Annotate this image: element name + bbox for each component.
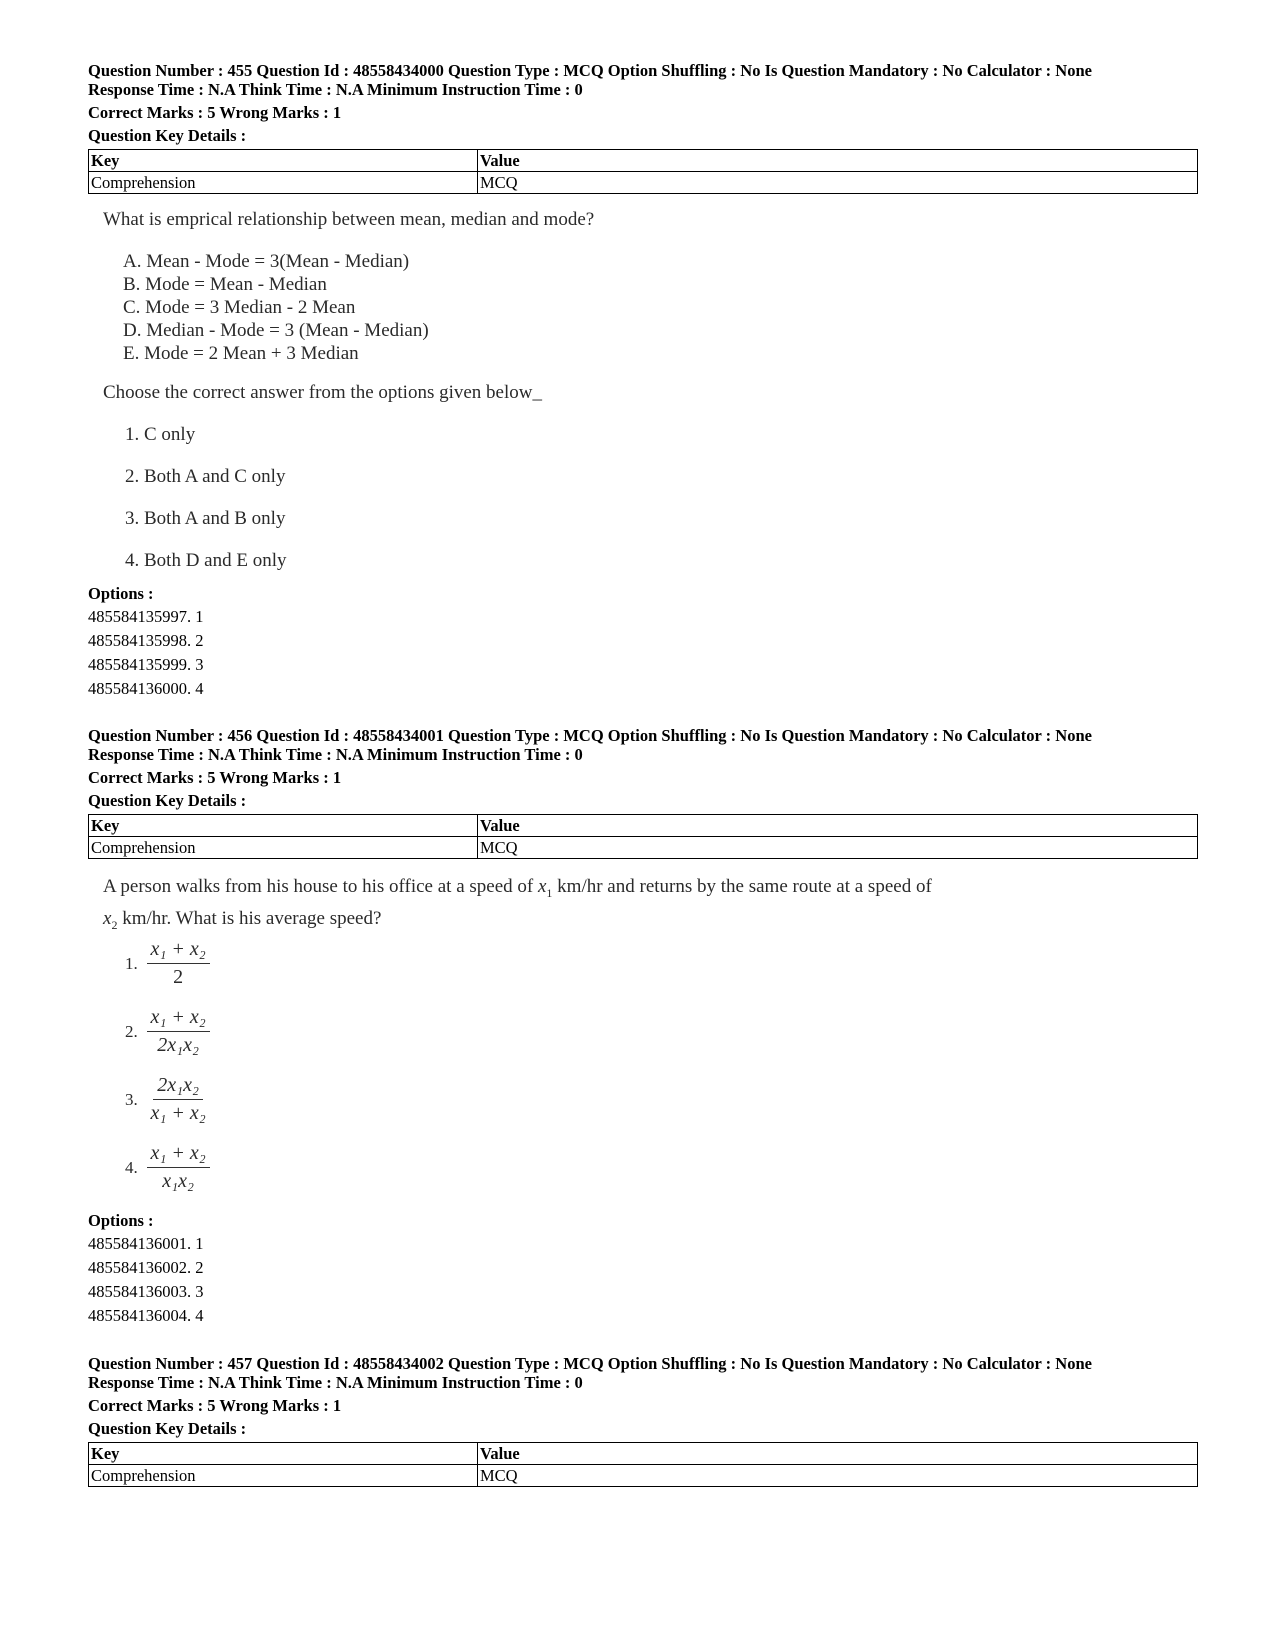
question-text-part: A person walks from his house to his office at a speed of	[103, 876, 534, 897]
question-meta-line: Question Number : 456 Question Id : 48558434001 Question Type : MCQ Option Shuffling : No Is Question Mandatory : No Calculator : None	[88, 726, 1092, 745]
choice-2	[125, 1006, 210, 1057]
choice-number: 4.	[125, 1157, 138, 1177]
question-text-line-1	[103, 874, 1103, 906]
key-cell: Comprehension	[89, 172, 478, 194]
fraction-numerator: 2x₁x₂	[153, 1074, 203, 1100]
choice-4: 4. Both D and E only	[125, 550, 287, 571]
option-row: 485584136004. 4	[88, 1306, 204, 1325]
choice-1: 1. C only	[125, 424, 196, 445]
value-header-cell: Value	[478, 1443, 1198, 1465]
option-row: 485584136002. 2	[88, 1258, 204, 1277]
question-text: What is emprical relationship between mean, median and mode?	[103, 209, 595, 230]
marks-line: Correct Marks : 5 Wrong Marks : 1	[88, 1396, 342, 1415]
options-label: Options :	[88, 584, 154, 603]
question-meta-line: Question Number : 455 Question Id : 48558434000 Question Type : MCQ Option Shuffling : No Is Question Mandatory : No Calculator : None	[88, 61, 1092, 80]
question-text-part: km/hr. What is his average speed?	[122, 907, 382, 929]
subscript: 2	[111, 917, 118, 932]
value-header-cell: Value	[478, 815, 1198, 837]
key-details-table	[88, 149, 1198, 194]
question-456-options	[88, 1209, 1198, 1328]
table-header-row	[89, 150, 1198, 172]
table-header-row	[89, 1443, 1198, 1465]
fraction	[147, 1074, 210, 1125]
question-455-header	[88, 61, 1198, 194]
fraction-numerator: x₁ + x₂	[147, 1006, 210, 1032]
fraction-denominator: x₁x₂	[162, 1170, 194, 1192]
question-456-header	[88, 726, 1198, 859]
fraction-denominator: 2x₁x₂	[157, 1034, 199, 1056]
key-details-table	[88, 1442, 1198, 1487]
question-456-body	[103, 874, 1103, 1204]
choice-1	[125, 938, 210, 989]
option-row: 485584135998. 2	[88, 631, 204, 650]
table-header-row	[89, 815, 1198, 837]
timing-meta-line: Response Time : N.A Think Time : N.A Minimum Instruction Time : 0	[88, 80, 583, 99]
statement-e: E. Mode = 2 Mean + 3 Median	[123, 343, 359, 364]
choice-number: 1.	[125, 953, 138, 973]
question-text-line-2	[103, 906, 1103, 938]
value-cell: MCQ	[478, 1465, 1198, 1487]
value-cell: MCQ	[478, 837, 1198, 859]
options-label: Options :	[88, 1211, 154, 1230]
variable-x2: x	[103, 907, 112, 929]
fraction	[147, 1006, 210, 1057]
subscript: 1	[546, 885, 553, 900]
statement-a: A. Mean - Mode = 3(Mean - Median)	[123, 251, 410, 272]
option-row: 485584136003. 3	[88, 1282, 204, 1301]
fraction-numerator: x₁ + x₂	[147, 938, 210, 964]
choice-4	[125, 1142, 210, 1193]
fraction-denominator: x₁ + x₂	[150, 1102, 206, 1124]
instruction-text: Choose the correct answer from the options given below_	[103, 382, 542, 403]
timing-meta-line: Response Time : N.A Think Time : N.A Minimum Instruction Time : 0	[88, 1373, 583, 1392]
table-row	[89, 1465, 1198, 1487]
choice-2: 2. Both A and C only	[125, 466, 286, 487]
key-details-label: Question Key Details :	[88, 126, 247, 145]
option-row: 485584135997. 1	[88, 607, 204, 626]
key-details-label: Question Key Details :	[88, 1419, 247, 1438]
marks-line: Correct Marks : 5 Wrong Marks : 1	[88, 768, 342, 787]
table-row	[89, 172, 1198, 194]
option-row: 485584136001. 1	[88, 1234, 204, 1253]
question-text-part: km/hr and returns by the same route at a speed of	[557, 876, 932, 897]
question-meta-line: Question Number : 457 Question Id : 48558434002 Question Type : MCQ Option Shuffling : No Is Question Mandatory : No Calculator : None	[88, 1354, 1092, 1373]
choice-3	[125, 1074, 210, 1125]
option-row: 485584135999. 3	[88, 655, 204, 674]
key-header-cell: Key	[89, 150, 478, 172]
question-457-header	[88, 1354, 1198, 1487]
choice-3: 3. Both A and B only	[125, 508, 286, 529]
choice-number: 2.	[125, 1021, 138, 1041]
table-row	[89, 837, 1198, 859]
fraction	[147, 1142, 210, 1193]
key-details-label: Question Key Details :	[88, 791, 247, 810]
option-row: 485584136000. 4	[88, 679, 204, 698]
key-header-cell: Key	[89, 815, 478, 837]
variable-x1: x	[537, 876, 547, 897]
key-cell: Comprehension	[89, 1465, 478, 1487]
question-455-body	[103, 208, 594, 573]
statement-b: B. Mode = Mean - Median	[123, 274, 327, 295]
statement-d: D. Median - Mode = 3 (Mean - Median)	[123, 320, 429, 341]
value-header-cell: Value	[478, 150, 1198, 172]
key-cell: Comprehension	[89, 837, 478, 859]
value-cell: MCQ	[478, 172, 1198, 194]
timing-meta-line: Response Time : N.A Think Time : N.A Minimum Instruction Time : 0	[88, 745, 583, 764]
marks-line: Correct Marks : 5 Wrong Marks : 1	[88, 103, 342, 122]
statement-c: C. Mode = 3 Median - 2 Mean	[123, 297, 356, 318]
fraction-numerator: x₁ + x₂	[147, 1142, 210, 1168]
key-details-table	[88, 814, 1198, 859]
fraction-denominator: 2	[173, 966, 184, 988]
choice-number: 3.	[125, 1089, 138, 1109]
key-header-cell: Key	[89, 1443, 478, 1465]
fraction	[147, 938, 210, 989]
question-455-options	[88, 582, 1198, 701]
